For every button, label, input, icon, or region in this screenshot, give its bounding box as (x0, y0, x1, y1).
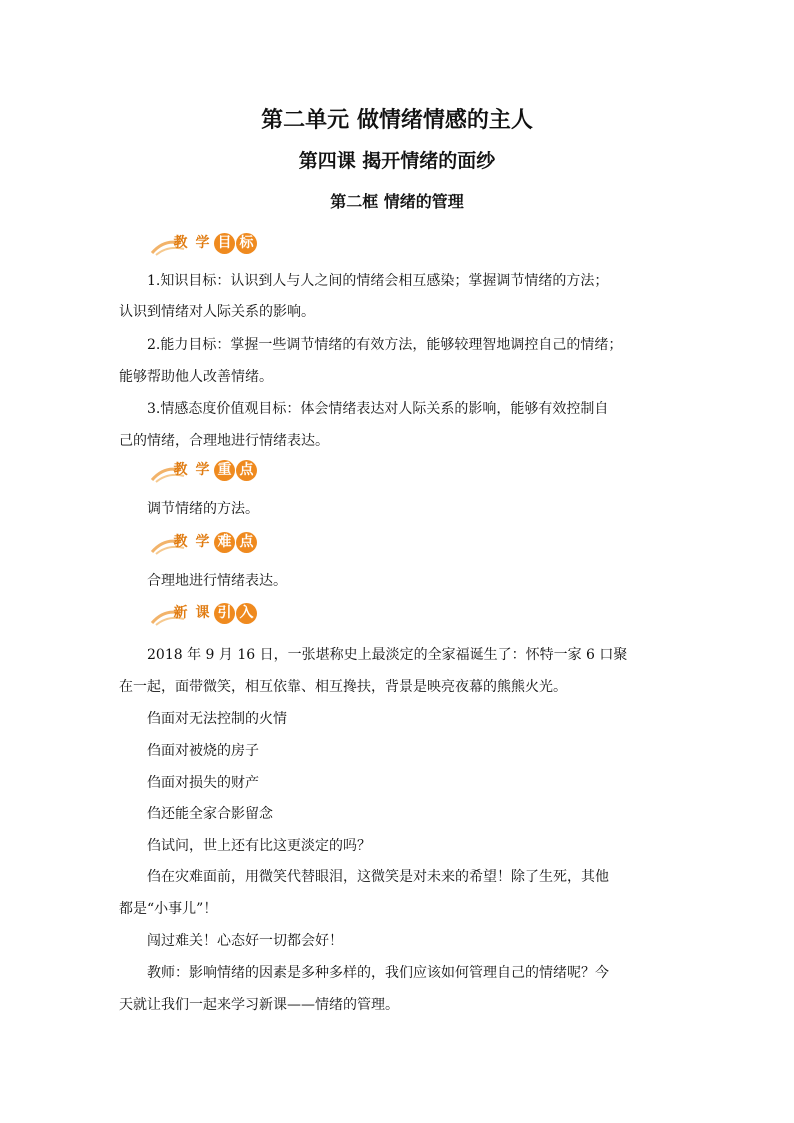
badge-char: 点 (236, 532, 257, 553)
intro-line: 闯过难关！心态好一切都会好！ (147, 933, 343, 949)
badge-char: 课 (195, 605, 210, 621)
goal-3-line-2: 己的情绪，合理地进行情绪表达。 (119, 433, 329, 449)
badge-intro (150, 601, 270, 631)
badge-teaching-goals (150, 231, 270, 261)
badge-char: 难 (214, 532, 235, 553)
intro-p1-line-1: 2018 年 9 月 16 日，一张堪称史上最淡定的全家福诞生了：怀特一家 6 口聚 (147, 647, 628, 663)
goal-2-line-2: 能够帮助他人改善情绪。 (119, 369, 273, 385)
key-point-text: 调节情绪的方法。 (147, 501, 259, 517)
teacher-line-1: 教师：影响情绪的因素是多种多样的，我们应该如何管理自己的情绪呢？今 (147, 965, 609, 981)
badge-char: 学 (195, 462, 210, 478)
badge-char: 重 (214, 460, 235, 481)
intro-line: 㑇面对被烧的房子 (147, 743, 259, 759)
badge-key-point (150, 458, 270, 488)
unit-title: 第二单元 做情绪情感的主人 (261, 108, 533, 133)
badge-char: 学 (195, 534, 210, 550)
intro-line: 㑇面对无法控制的火情 (147, 711, 287, 727)
goal-1-line-2: 认识到情绪对人际关系的影响。 (119, 304, 315, 320)
difficult-point-text: 合理地进行情绪表达。 (147, 573, 287, 589)
badge-char: 目 (214, 233, 235, 254)
goal-3-line-1: 3.情感态度价值观目标：体会情绪表达对人际关系的影响，能够有效控制自 (147, 401, 609, 417)
badge-char: 教 (173, 235, 188, 251)
section-title: 第二框 情绪的管理 (330, 192, 464, 211)
intro-line-6-part-2: 都是“小事儿”！ (119, 901, 218, 917)
intro-line: 㑇面对损失的财产 (147, 775, 259, 791)
badge-char: 点 (236, 460, 257, 481)
intro-line: 㑇还能全家合影留念 (147, 806, 273, 822)
badge-char: 教 (173, 534, 188, 550)
badge-char: 学 (195, 235, 210, 251)
badge-char: 入 (236, 603, 257, 624)
badge-char: 新 (173, 605, 188, 621)
badge-char: 标 (236, 233, 257, 254)
lesson-title: 第四课 揭开情绪的面纱 (298, 150, 496, 172)
intro-line-6-part-1: 㑇在灾难面前，用微笑代替眼泪，这微笑是对未来的希望！除了生死，其他 (147, 869, 609, 885)
goal-1-line-1: 1.知识目标：认识到人与人之间的情绪会相互感染；掌握调节情绪的方法； (147, 273, 609, 289)
badge-difficult-point (150, 530, 270, 560)
badge-char: 教 (173, 462, 188, 478)
teacher-line-2: 天就让我们一起来学习新课——情绪的管理。 (119, 997, 399, 1013)
badge-char: 引 (214, 603, 235, 624)
intro-p1-line-2: 在一起，面带微笑，相互依靠、相互搀扶，背景是映亮夜幕的熊熊火光。 (119, 679, 567, 695)
goal-2-line-1: 2.能力目标：掌握一些调节情绪的有效方法，能够较理智地调控自己的情绪； (147, 337, 623, 353)
intro-line: 㑇试问，世上还有比这更淡定的吗？ (147, 838, 371, 854)
